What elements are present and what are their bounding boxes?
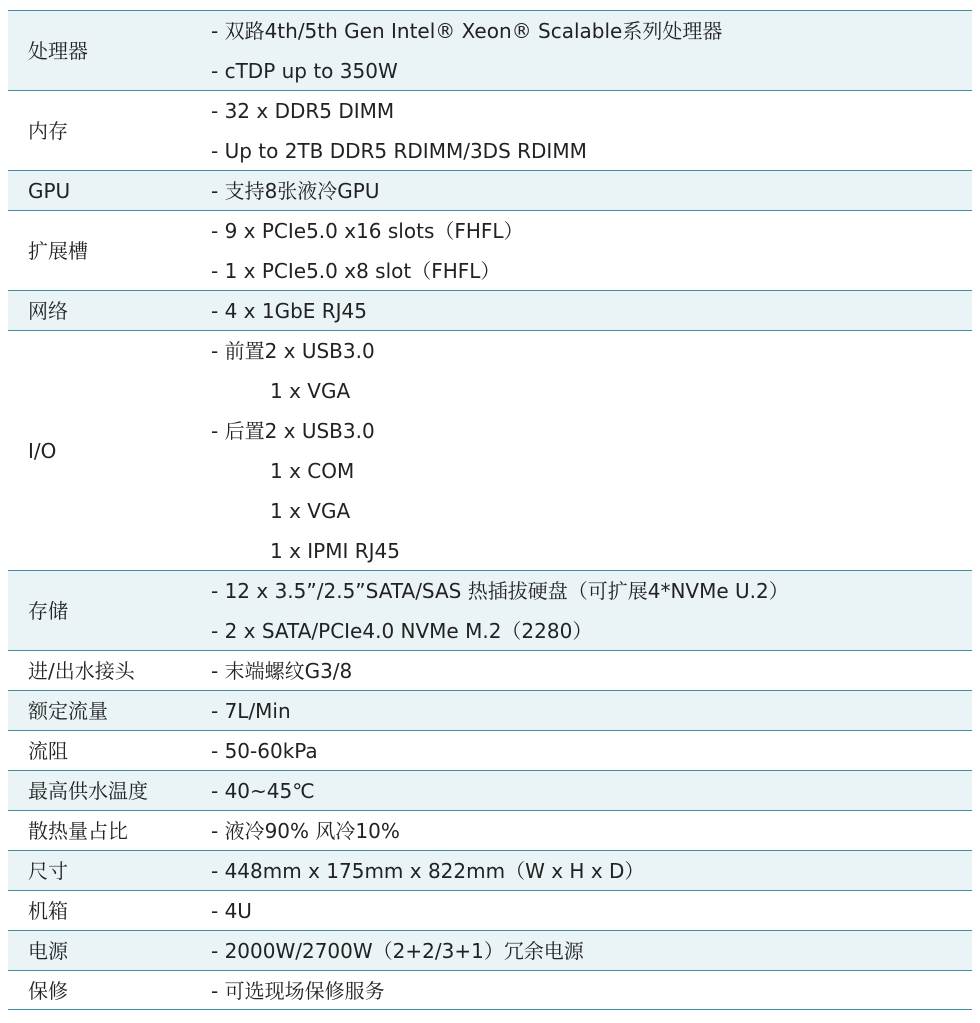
spec-label: 存储 <box>28 599 68 623</box>
spec-row <box>8 770 972 810</box>
spec-value-line: - 4 x 1GbE RJ45 <box>211 299 368 323</box>
spec-value-line: - 448mm x 175mm x 822mm（W x H x D） <box>211 859 645 883</box>
spec-value-line: - 液冷90% 风冷10% <box>211 819 400 843</box>
spec-value-line: - 1 x PCIe5.0 x8 slot（FHFL） <box>211 259 501 283</box>
spec-label: 流阻 <box>28 739 68 763</box>
spec-value-line: - 2 x SATA/PCIe4.0 NVMe M.2（2280） <box>211 619 593 643</box>
spec-value-line: - 2000W/2700W（2+2/3+1）冗余电源 <box>211 939 584 963</box>
spec-row <box>8 90 972 170</box>
spec-value-line: - 后置2 x USB3.0 <box>211 419 375 443</box>
spec-value-line: - 40~45℃ <box>211 779 315 803</box>
spec-label: 尺寸 <box>28 859 68 883</box>
spec-value-line: - 双路4th/5th Gen Intel® Xeon® Scalable系列处理器 <box>211 19 723 43</box>
spec-label: 散热量占比 <box>28 819 128 843</box>
spec-label: 进/出水接头 <box>28 659 135 683</box>
spec-row <box>8 650 972 690</box>
spec-value-line: - 9 x PCIe5.0 x16 slots（FHFL） <box>211 219 524 243</box>
spec-label: 内存 <box>28 119 68 143</box>
spec-row <box>8 330 972 570</box>
spec-row <box>8 170 972 210</box>
spec-value-line: 1 x VGA <box>270 379 351 403</box>
spec-row <box>8 210 972 290</box>
spec-row <box>8 10 972 90</box>
spec-label: 网络 <box>28 299 68 323</box>
spec-value-line: - 4U <box>211 899 252 923</box>
spec-value-line: - 末端螺纹G3/8 <box>211 659 353 683</box>
spec-value-line: - 可选现场保修服务 <box>211 979 385 1003</box>
spec-value-line: - 支持8张液冷GPU <box>211 179 380 203</box>
spec-row <box>8 850 972 890</box>
spec-value-line: - 7L/Min <box>211 699 291 723</box>
spec-row <box>8 930 972 970</box>
spec-value-line: 1 x VGA <box>270 499 351 523</box>
spec-value-line: - Up to 2TB DDR5 RDIMM/3DS RDIMM <box>211 139 587 163</box>
spec-value-line: 1 x COM <box>270 459 355 483</box>
spec-value-line: - 前置2 x USB3.0 <box>211 339 375 363</box>
spec-row <box>8 970 972 1010</box>
spec-value-line: 1 x IPMI RJ45 <box>270 539 400 563</box>
spec-label: 最高供水温度 <box>28 779 148 803</box>
spec-row <box>8 890 972 930</box>
spec-label: 处理器 <box>28 39 88 63</box>
spec-row <box>8 690 972 730</box>
spec-row <box>8 290 972 330</box>
spec-row <box>8 810 972 850</box>
spec-value-line: - 32 x DDR5 DIMM <box>211 99 395 123</box>
spec-label: I/O <box>28 439 57 463</box>
spec-value-line: - cTDP up to 350W <box>211 59 398 83</box>
spec-label: 电源 <box>28 939 68 963</box>
spec-label: GPU <box>28 179 71 203</box>
spec-row <box>8 570 972 650</box>
spec-value-line: - 12 x 3.5”/2.5”SATA/SAS 热插拔硬盘（可扩展4*NVMe U.2） <box>211 579 789 603</box>
spec-value-line: - 50-60kPa <box>211 739 318 763</box>
spec-label: 扩展槽 <box>28 239 88 263</box>
spec-label: 保修 <box>28 979 68 1003</box>
spec-label: 额定流量 <box>28 699 108 723</box>
spec-label: 机箱 <box>28 899 68 923</box>
spec-row <box>8 730 972 770</box>
